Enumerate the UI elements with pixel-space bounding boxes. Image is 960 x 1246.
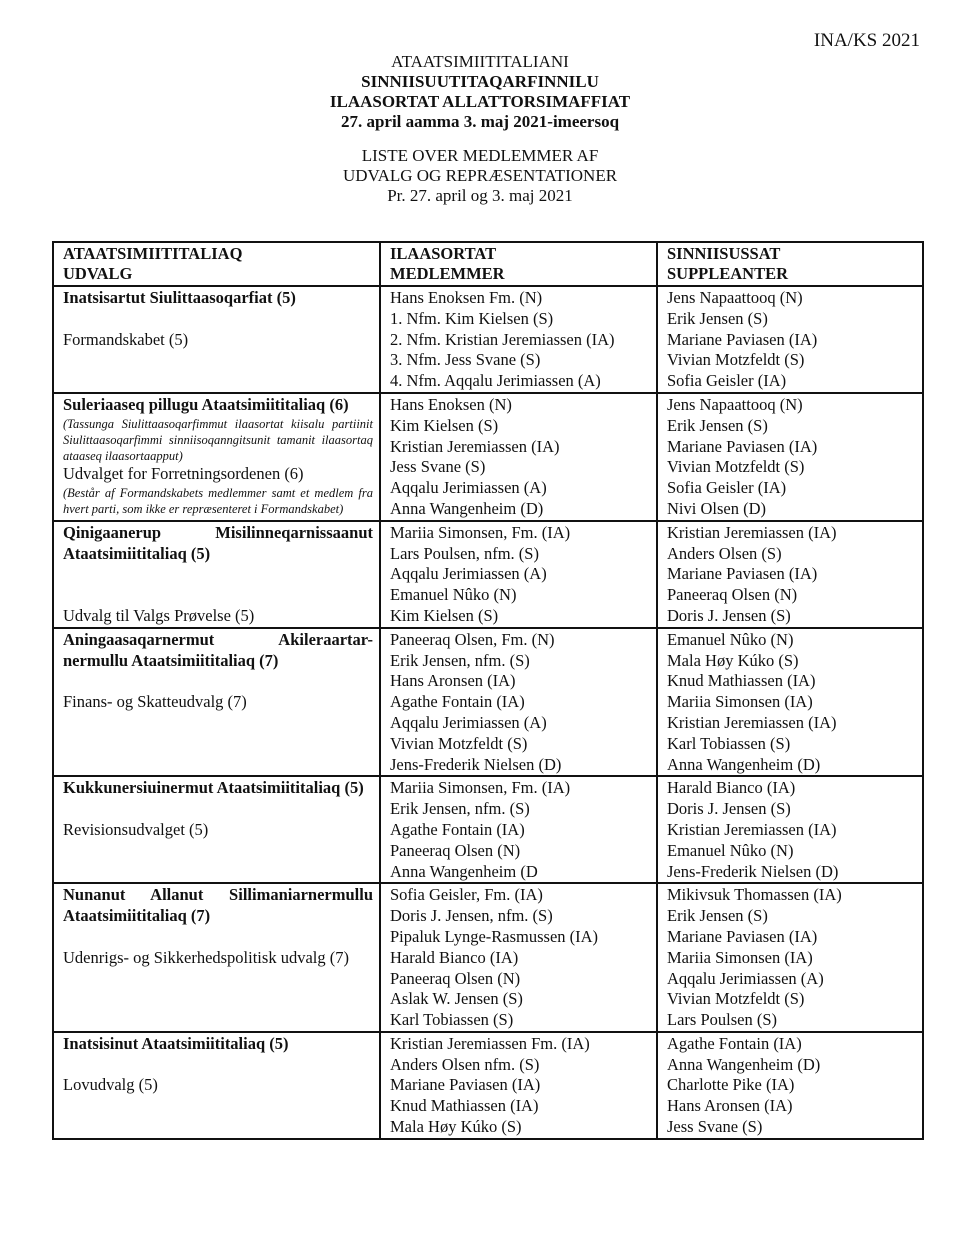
substitute-name: Erik Jensen (S) [667,906,768,926]
column-header-members-dk: MEDLEMMER [390,264,505,283]
committee-name-gl: Suleriaaseq pillugu Ataatsimiititaliaq (6) [63,394,349,414]
substitutes-cell [657,883,923,1032]
member-name: Aslak W. Jensen (S) [390,989,523,1009]
spacer [63,309,373,330]
committee-name-gl: Aningaasaqarnermut Akileraartar-nermullu Ataatsimiititaliaq (7) [63,629,373,670]
substitute-name: Nivi Olsen (D) [667,498,766,518]
substitute-name: Vivian Motzfeldt (S) [667,457,805,477]
substitute-name: Kristian Jeremiassen (IA) [667,522,837,542]
committee-table [52,241,924,1140]
substitutes-cell [657,1032,923,1139]
substitute-name: Mariane Paviasen (IA) [667,926,818,946]
header-line-7: Pr. 27. april og 3. maj 2021 [387,186,573,205]
column-header-substitutes-gl: SINNIISUSSAT [667,244,781,263]
substitute-name: Emanuel Nûko (N) [667,840,794,860]
committee-name-gl: Inatsisinut Ataatsimiititaliaq (5) [63,1033,289,1053]
column-header-substitutes-dk: SUPPLEANTER [667,264,789,283]
substitute-name: Vivian Motzfeldt (S) [667,989,805,1009]
members-cell [380,1032,657,1139]
substitute-name: Mariane Paviasen (IA) [667,436,818,456]
document-header [0,52,960,206]
substitute-name: Jens Napaattooq (N) [667,288,803,307]
substitute-name: Paneeraq Olsen (N) [667,585,798,605]
substitute-name: Anna Wangenheim (D) [667,754,821,774]
substitute-name: Jess Svane (S) [667,1117,763,1137]
committee-note-dk: (Består af Formandskabets medlemmer samt et medlem fra hvert parti, som ikke er repræsenteret i Formandskabet) [63,485,373,516]
member-name: Karl Tobiassen (S) [390,1010,514,1030]
member-name: Paneeraq Olsen (N) [390,840,521,860]
header-line-3: ILAASORTAT ALLATTORSIMAFFIAT [329,92,631,111]
committee-name-dk: Finans- og Skatteudvalg (7) [63,692,247,712]
substitute-name: Lars Poulsen (S) [667,1010,777,1030]
member-name: Aqqalu Jerimiassen (A) [390,712,547,732]
substitute-name: Erik Jensen (S) [667,308,768,328]
member-name: 3. Nfm. Jess Svane (S) [390,350,541,370]
column-header-committee-gl: ATAATSIMIITITALIAQ [63,244,243,263]
column-header-committee-dk: UDVALG [63,264,133,283]
members-cell [380,286,657,393]
member-name: Pipaluk Lynge-Rasmussen (IA) [390,926,599,946]
member-name: Hans Enoksen Fm. (N) [390,288,543,307]
substitute-name: Knud Mathiassen (IA) [667,671,816,691]
committee-name-dk: Udvalg til Valgs Prøvelse (5) [63,605,255,625]
committee-name-gl: Nunanut Allanut Sillimaniarnermullu Ataatsimiititaliaq (7) [63,885,373,926]
substitutes-cell [657,521,923,628]
header-spacer [0,132,960,146]
substitute-name: Mariia Simonsen (IA) [667,692,813,712]
header-line-1: ATAATSIMIITITALIANI [391,52,569,71]
substitute-name: Vivian Motzfeldt (S) [667,350,805,370]
member-name: 2. Nfm. Kristian Jeremiassen (IA) [390,329,615,349]
table-row [53,286,923,393]
substitute-name: Kristian Jeremiassen (IA) [667,712,837,732]
committee-name-dk: Udvalget for Forretningsordenen (6) [63,463,304,483]
members-cell [380,883,657,1032]
substitute-name: Jens-Frederik Nielsen (D) [667,861,839,881]
member-name: Sofia Geisler, Fm. (IA) [390,885,543,905]
substitute-name: Mariane Paviasen (IA) [667,564,818,584]
member-name: Lars Poulsen, nfm. (S) [390,543,539,563]
substitute-name: Agathe Fontain (IA) [667,1033,802,1053]
committee-name-dk: Revisionsudvalget (5) [63,819,209,839]
committee-cell [53,1032,380,1139]
substitute-name: Mikivsuk Thomassen (IA) [667,885,842,905]
member-name: Agathe Fontain (IA) [390,819,525,839]
spacer [63,1055,373,1076]
committee-name-dk: Udenrigs- og Sikkerhedspolitisk udvalg (7) [63,947,349,967]
committee-cell [53,393,380,521]
committee-name-dk: Lovudvalg (5) [63,1075,158,1095]
member-name: Kristian Jeremiassen Fm. (IA) [390,1033,590,1053]
substitutes-cell [657,628,923,777]
spacer [63,799,373,820]
committee-cell [53,286,380,393]
members-cell [380,776,657,883]
member-name: Paneeraq Olsen, Fm. (N) [390,629,555,649]
substitute-name: Hans Aronsen (IA) [667,1096,793,1116]
member-name: Anna Wangenheim (D [390,861,538,881]
table-header-row [53,242,923,286]
committee-name-gl: Kukkunersiuinermut Ataatsimiititaliaq (5) [63,778,364,798]
committee-note-gl: (Tassunga Siulittaasoqarfimmut ilaasortat kiisalu partiinit Siulittaasoqarfimmi sinniisoqanngitsunit tamanit ilaasortaq ataaseq ilaasortaapput) [63,416,373,463]
header-line-5: LISTE OVER MEDLEMMER AF [361,146,599,165]
substitute-name: Emanuel Nûko (N) [667,629,794,649]
member-name: 4. Nfm. Aqqalu Jerimiassen (A) [390,371,601,391]
document-reference: INA/KS 2021 [813,30,920,51]
committee-cell [53,776,380,883]
table-row [53,776,923,883]
committee-cell [53,883,380,1032]
substitute-name: Jens Napaattooq (N) [667,394,803,414]
member-name: Anders Olsen nfm. (S) [390,1054,540,1074]
substitute-name: Mariia Simonsen (IA) [667,947,813,967]
committee-name-gl: Inatsisartut Siulittaasoqarfiat (5) [63,288,296,307]
substitute-name: Anna Wangenheim (D) [667,1054,821,1074]
member-name: Kim Kielsen (S) [390,415,499,435]
committee-name-gl: Qinigaanerup Misilinneqarnissaanut Ataatsimiititaliaq (5) [63,522,373,563]
member-name: Kim Kielsen (S) [390,605,499,625]
member-name: Mariane Paviasen (IA) [390,1075,541,1095]
members-cell [380,628,657,777]
substitute-name: Sofia Geisler (IA) [667,478,787,498]
table-row [53,1032,923,1139]
member-name: Vivian Motzfeldt (S) [390,733,528,753]
substitute-name: Aqqalu Jerimiassen (A) [667,968,824,988]
members-cell [380,393,657,521]
column-header-members-gl: ILAASORTAT [390,244,497,263]
substitutes-cell [657,776,923,883]
member-name: Jess Svane (S) [390,457,486,477]
table-row [53,393,923,521]
member-name: Anna Wangenheim (D) [390,498,544,518]
member-name: Jens-Frederik Nielsen (D) [390,754,562,774]
substitutes-cell [657,286,923,393]
substitute-name: Erik Jensen (S) [667,415,768,435]
substitute-name: Doris J. Jensen (S) [667,605,791,625]
column-header-substitutes [657,242,923,286]
substitute-name: Sofia Geisler (IA) [667,371,787,391]
members-cell [380,521,657,628]
column-header-members [380,242,657,286]
member-name: Knud Mathiassen (IA) [390,1096,539,1116]
committee-cell [53,521,380,628]
column-header-committee [53,242,380,286]
member-name: 1. Nfm. Kim Kielsen (S) [390,308,554,328]
committee-cell [53,628,380,777]
spacer [63,671,373,692]
member-name: Mala Høy Kúko (S) [390,1117,522,1137]
substitutes-cell [657,393,923,521]
member-name: Paneeraq Olsen (N) [390,968,521,988]
member-name: Erik Jensen, nfm. (S) [390,650,530,670]
spacer [63,564,373,606]
member-name: Emanuel Nûko (N) [390,585,517,605]
member-name: Aqqalu Jerimiassen (A) [390,564,547,584]
substitute-name: Anders Olsen (S) [667,543,782,563]
member-name: Hans Enoksen (N) [390,394,512,414]
member-name: Harald Bianco (IA) [390,947,519,967]
substitute-name: Mariane Paviasen (IA) [667,329,818,349]
committee-name-dk: Formandskabet (5) [63,329,189,349]
header-line-2: SINNIISUUTITAQARFINNILU [361,72,599,91]
member-name: Erik Jensen, nfm. (S) [390,799,530,819]
member-name: Doris J. Jensen, nfm. (S) [390,906,553,926]
header-line-4: 27. april aamma 3. maj 2021-imeersoq [340,112,620,131]
table-row [53,521,923,628]
substitute-name: Doris J. Jensen (S) [667,799,791,819]
table-row [53,883,923,1032]
member-name: Mariia Simonsen, Fm. (IA) [390,522,571,542]
member-name: Aqqalu Jerimiassen (A) [390,478,547,498]
substitute-name: Mala Høy Kúko (S) [667,650,799,670]
substitute-name: Karl Tobiassen (S) [667,733,791,753]
substitute-name: Harald Bianco (IA) [667,778,796,798]
substitute-name: Kristian Jeremiassen (IA) [667,819,837,839]
substitute-name: Charlotte Pike (IA) [667,1075,795,1095]
table-row [53,628,923,777]
member-name: Mariia Simonsen, Fm. (IA) [390,778,571,798]
member-name: Kristian Jeremiassen (IA) [390,436,560,456]
spacer [63,927,373,948]
member-name: Hans Aronsen (IA) [390,671,516,691]
header-line-6: UDVALG OG REPRÆSENTATIONER [342,166,618,185]
member-name: Agathe Fontain (IA) [390,692,525,712]
